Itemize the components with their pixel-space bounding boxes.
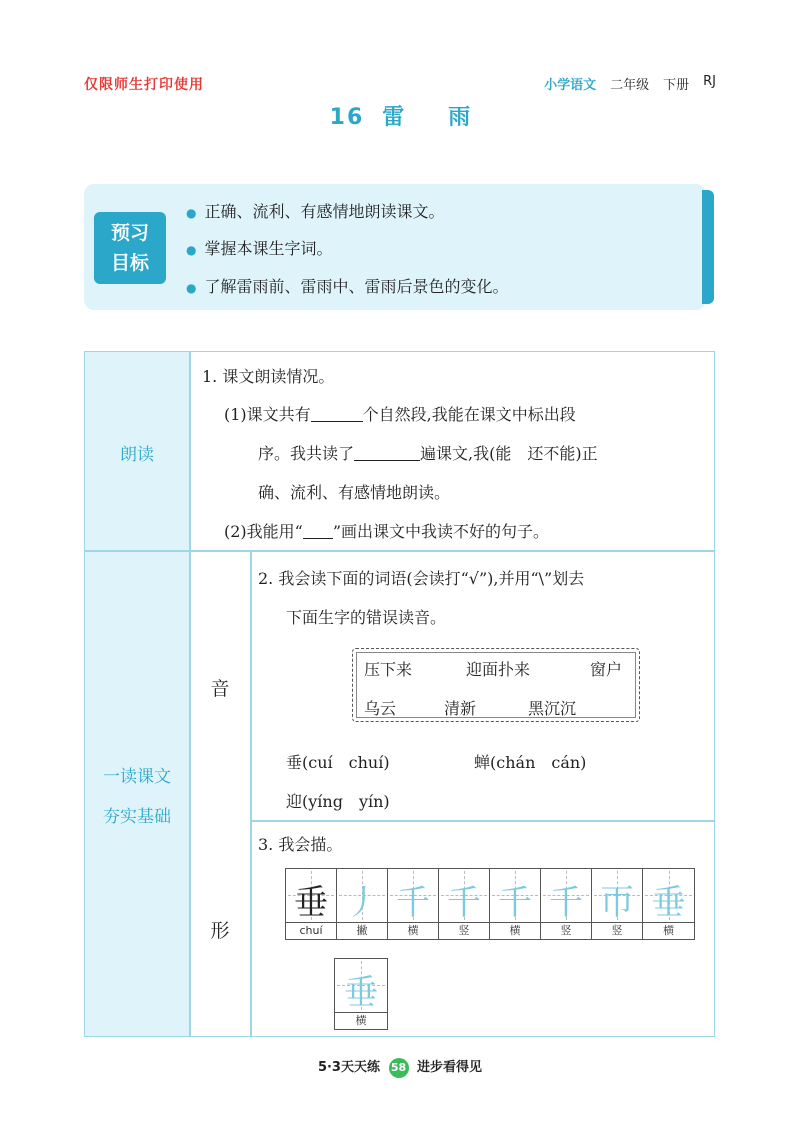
stroke-cell[interactable]: 垂 横 <box>334 958 388 1030</box>
objectives-panel-edge <box>702 190 714 304</box>
section-reading-label: 朗读 <box>120 445 154 465</box>
pinyin-item: 垂(cuí chuí) <box>286 753 390 772</box>
bullet-icon: ● <box>186 242 197 257</box>
word-item[interactable]: 清新 <box>444 699 477 718</box>
section-basics-label-line2: 夯实基础 <box>103 807 171 827</box>
table-divider <box>84 550 715 552</box>
q1-line: 确、流利、有感情地朗读。 <box>258 483 451 502</box>
stroke-cell[interactable]: 千 横 <box>388 869 439 939</box>
pinyin-options[interactable]: (cuí chuí) <box>302 753 390 772</box>
footer-brand: 5·3天天练 <box>317 1060 380 1075</box>
stroke-cell[interactable]: 千 横 <box>490 869 541 939</box>
section-basics-label-line1: 一读课文 <box>103 767 171 787</box>
sound-label: 音 <box>210 678 230 700</box>
objective-item: ● 了解雷雨前、雷雨中、雷雨后景色的变化。 <box>186 277 509 296</box>
print-notice: 仅限师生打印使用 <box>84 77 204 93</box>
q1-title: 1. 课文朗读情况。 <box>202 367 335 386</box>
q3-title: 3. 我会描。 <box>258 835 343 854</box>
stroke-cell[interactable]: 千 竖 <box>541 869 592 939</box>
table-divider <box>250 820 715 822</box>
stroke-cell[interactable]: 丿 撇 <box>337 869 388 939</box>
bullet-icon: ● <box>186 205 197 220</box>
objectives-badge <box>94 212 166 284</box>
objectives-badge-line1: 预习 <box>110 222 149 244</box>
lesson-name: 雷雨 <box>382 105 515 130</box>
objectives-badge-line2: 目标 <box>110 252 149 274</box>
pinyin-item: 迎(yíng yín) <box>286 792 390 811</box>
pinyin-item: 蝉(chán cán) <box>474 753 587 772</box>
word-item[interactable]: 迎面扑来 <box>466 660 531 679</box>
objective-item: ● 掌握本课生字词。 <box>186 239 333 258</box>
volume-label: 下册 <box>663 78 690 93</box>
shape-label: 形 <box>210 920 230 942</box>
pinyin-options[interactable]: (chán cán) <box>490 753 587 772</box>
q2-title-cont: 下面生字的错误读音。 <box>286 608 447 627</box>
q2-title: 2. 我会读下面的词语(会读打“√”),并用“\”划去 <box>258 569 585 588</box>
q1-line: (2)我能用“ ”画出课文中我读不好的句子。 <box>224 522 550 541</box>
book-info <box>544 74 716 93</box>
page-footer <box>0 1056 800 1078</box>
subject-label: 小学语文 <box>544 78 597 93</box>
grade-label: 二年级 <box>610 78 650 93</box>
bullet-icon: ● <box>186 280 197 295</box>
footer-slogan: 进步看得见 <box>417 1060 483 1075</box>
answer-blank[interactable] <box>303 523 333 539</box>
table-divider <box>250 550 252 1037</box>
word-item[interactable]: 黑沉沉 <box>528 699 577 718</box>
word-item[interactable]: 压下来 <box>364 660 413 679</box>
lesson-title <box>0 100 800 131</box>
word-item[interactable]: 窗户 <box>590 660 623 679</box>
stroke-cell[interactable]: 千 竖 <box>439 869 490 939</box>
q1-line: 序。我共读了 遍课文,我(能 还不能)正 <box>258 444 598 463</box>
stroke-cell[interactable]: 帀 竖 <box>592 869 643 939</box>
q1-line: (1)课文共有 个自然段,我能在课文中标出段 <box>224 405 576 424</box>
answer-blank[interactable] <box>354 445 420 461</box>
stroke-order-grid <box>285 868 695 940</box>
stroke-cell[interactable]: 垂 chuí <box>286 869 337 939</box>
answer-blank[interactable] <box>311 406 363 422</box>
stroke-cell[interactable]: 垂 横 <box>643 869 694 939</box>
word-item[interactable]: 乌云 <box>364 699 397 718</box>
page-number-badge: 58 <box>389 1058 409 1078</box>
objective-item: ● 正确、流利、有感情地朗读课文。 <box>186 202 445 221</box>
pinyin-options[interactable]: (yíng yín) <box>302 792 390 811</box>
edition-label: RJ <box>703 74 716 89</box>
lesson-number: 16 <box>329 105 365 130</box>
